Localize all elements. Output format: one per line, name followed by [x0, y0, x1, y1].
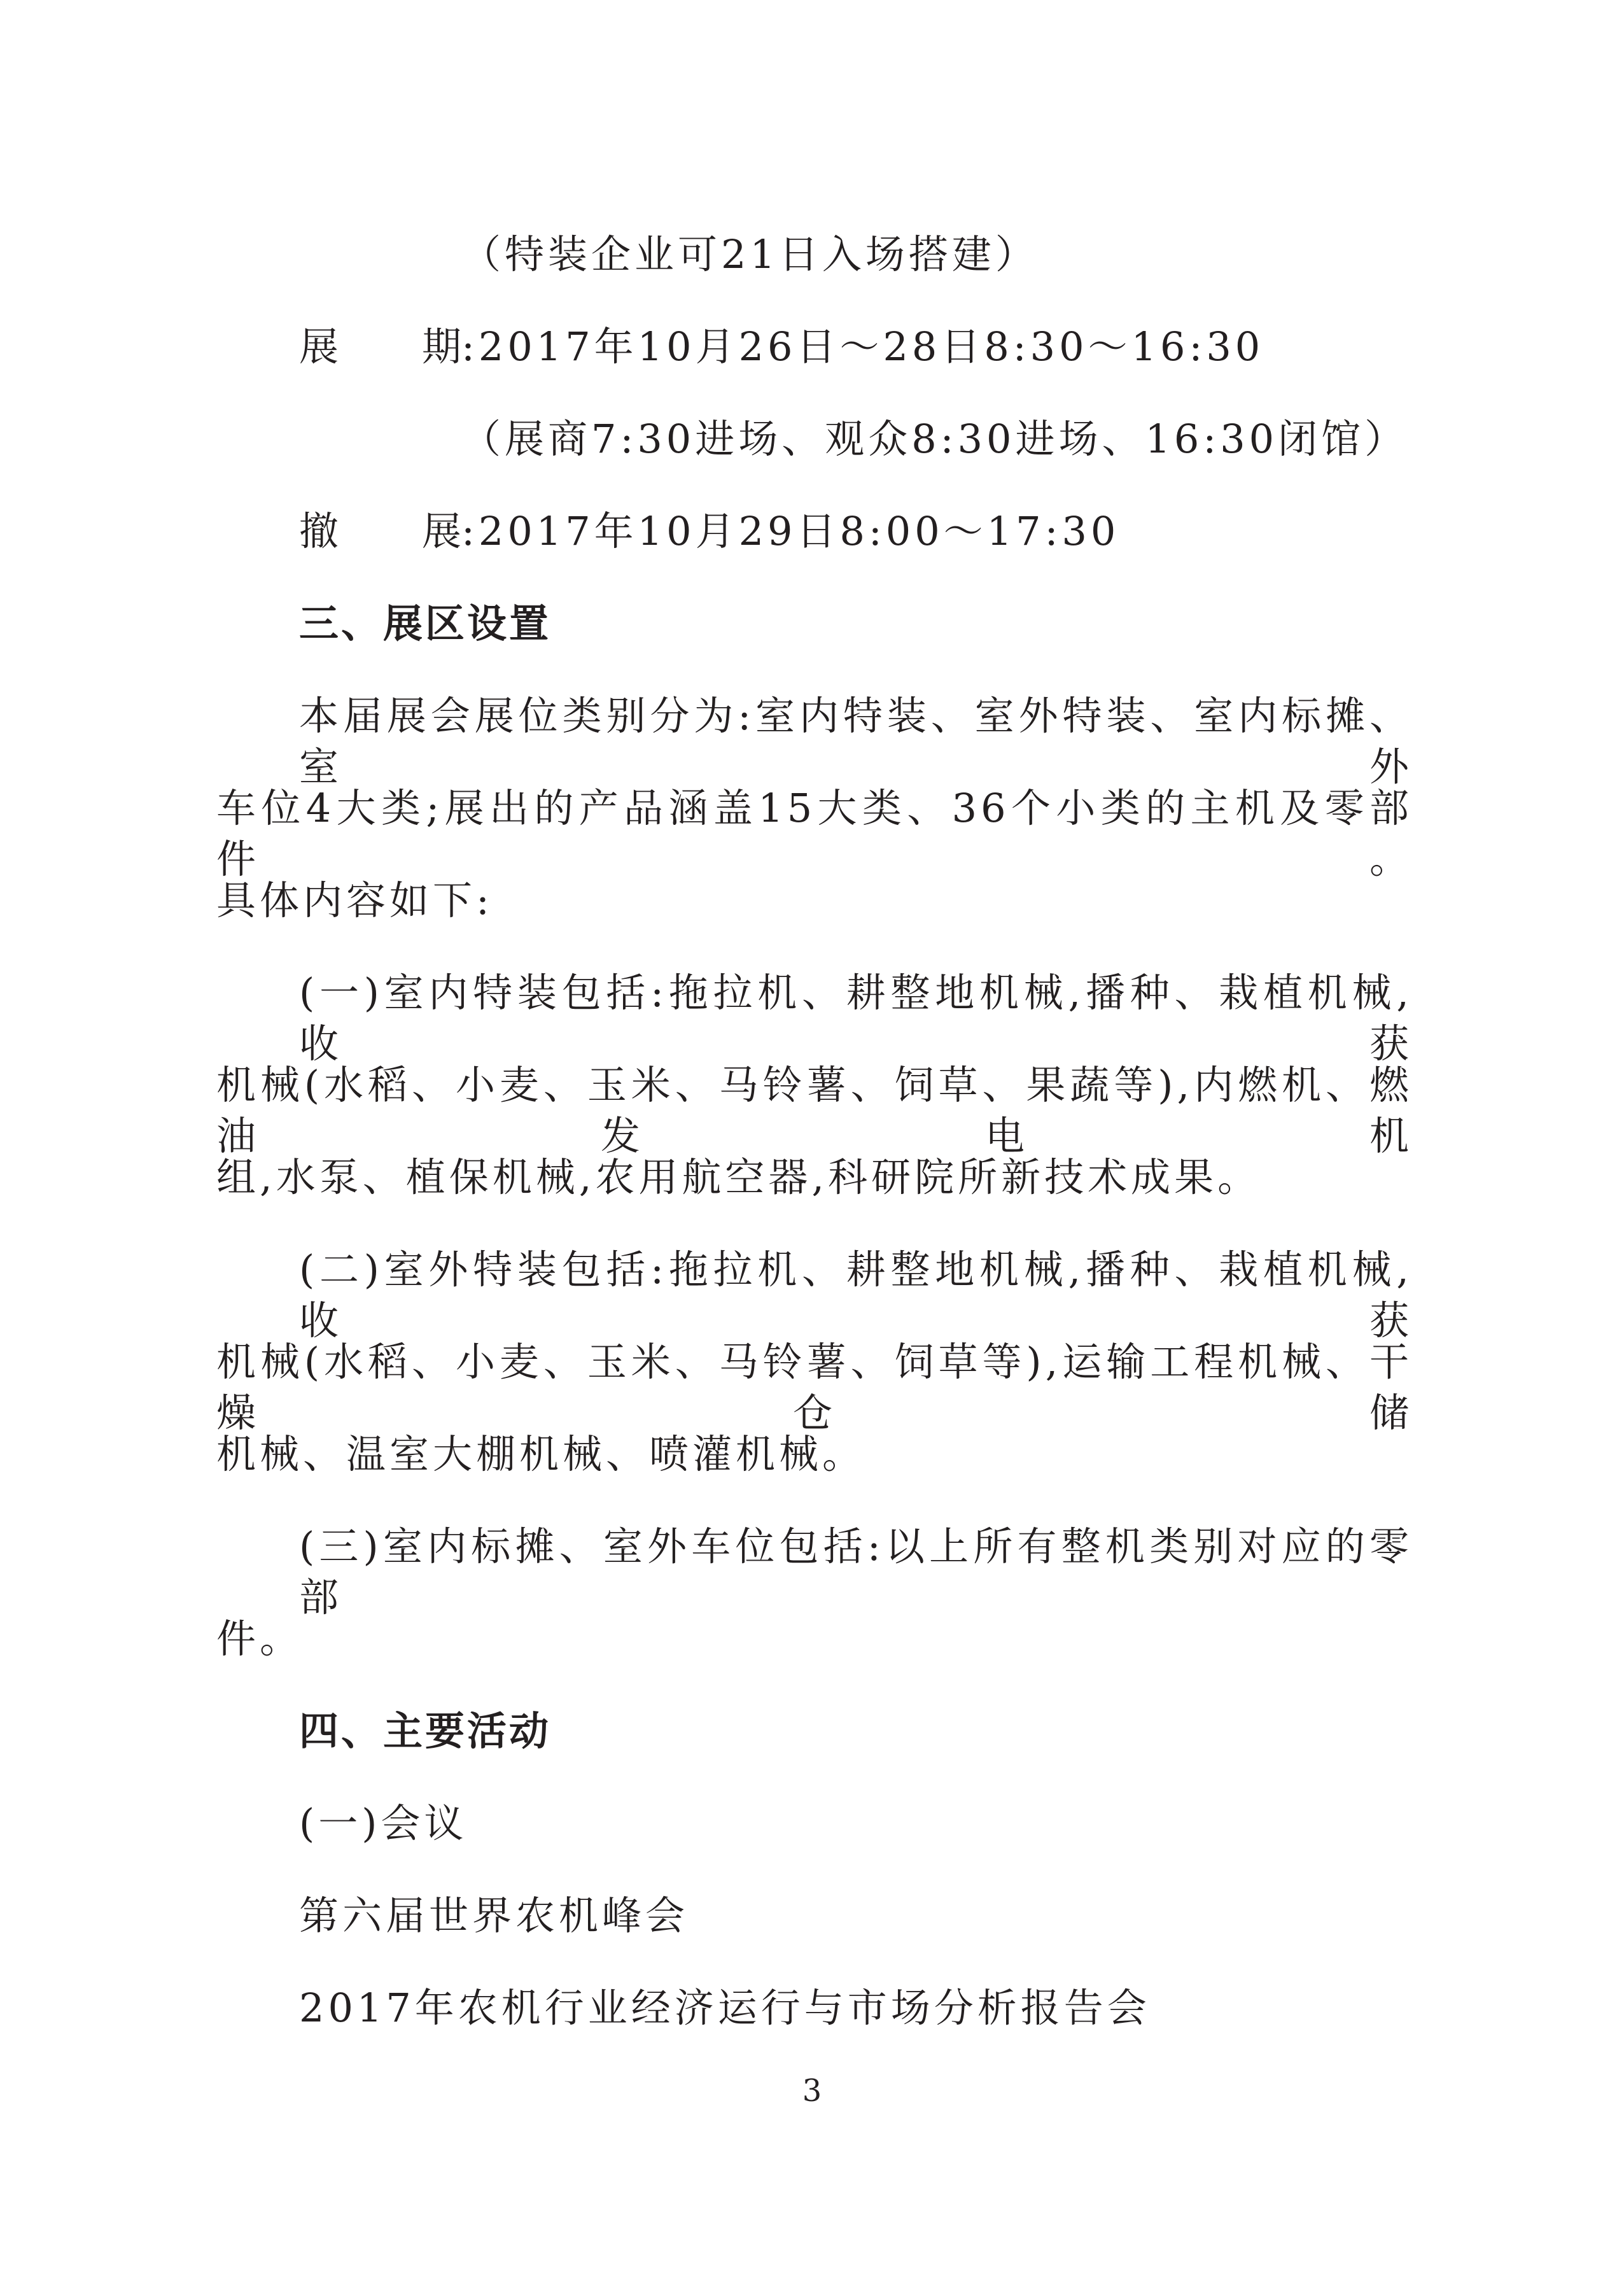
exhibition-period-value: :2017年10月26日～28日8:30～16:30 — [461, 323, 1264, 370]
subheading-meetings: (一)会议 — [299, 1800, 468, 1846]
paragraph-booth-types-line1: 本届展会展位类别分为:室内特装、室外特装、室内标摊、室外 — [299, 693, 1413, 790]
section-heading-main-activities: 四、主要活动 — [299, 1708, 552, 1754]
paragraph-booth-types-line2: 车位4大类;展出的产品涵盖15大类、36个小类的主机及零部件。 — [216, 785, 1413, 882]
paragraph-outdoor-special-line2: 机械(水稻、小麦、玉米、马铃薯、饲草等),运输工程机械、干燥仓储 — [216, 1339, 1413, 1436]
paragraph-booth-types-line3: 具体内容如下: — [216, 877, 493, 924]
teardown-label-char2: 展 — [422, 508, 462, 554]
paragraph-outdoor-special-line1: (二)室外特装包括:拖拉机、耕整地机械,播种、栽植机械,收获 — [299, 1246, 1413, 1344]
paragraph-standard-booth-line2: 件。 — [216, 1615, 304, 1662]
meeting-item-report: 2017年农机行业经济运行与市场分析报告会 — [299, 1985, 1151, 2031]
teardown-label-char1: 撤 — [299, 508, 339, 554]
meeting-item-summit: 第六届世界农机峰会 — [299, 1892, 689, 1939]
section-heading-exhibition-areas: 三、展区设置 — [299, 600, 552, 647]
paragraph-indoor-special-line2: 机械(水稻、小麦、玉米、马铃薯、饲草、果蔬等),内燃机、燃油发电机 — [216, 1062, 1413, 1159]
paragraph-outdoor-special-line3: 机械、温室大棚机械、喷灌机械。 — [216, 1431, 866, 1477]
page-number: 3 — [802, 2073, 822, 2109]
exhibition-period-label-char1: 展 — [299, 323, 339, 370]
paragraph-indoor-special-line1: (一)室内特装包括:拖拉机、耕整地机械,播种、栽植机械,收获 — [299, 969, 1413, 1067]
paragraph-indoor-special-line3: 组,水泵、植保机械,农用航空器,科研院所新技术成果。 — [216, 1154, 1261, 1200]
exhibition-period-label-char2: 期 — [422, 323, 462, 370]
setup-note: （特装企业可21日入场搭建） — [461, 231, 1039, 278]
teardown-value: :2017年10月29日8:00～17:30 — [461, 508, 1120, 554]
paragraph-standard-booth-line1: (三)室内标摊、室外车位包括:以上所有整机类别对应的零部 — [299, 1523, 1413, 1621]
exhibition-hours-note: （展商7:30进场、观众8:30进场、16:30闭馆） — [461, 416, 1408, 462]
